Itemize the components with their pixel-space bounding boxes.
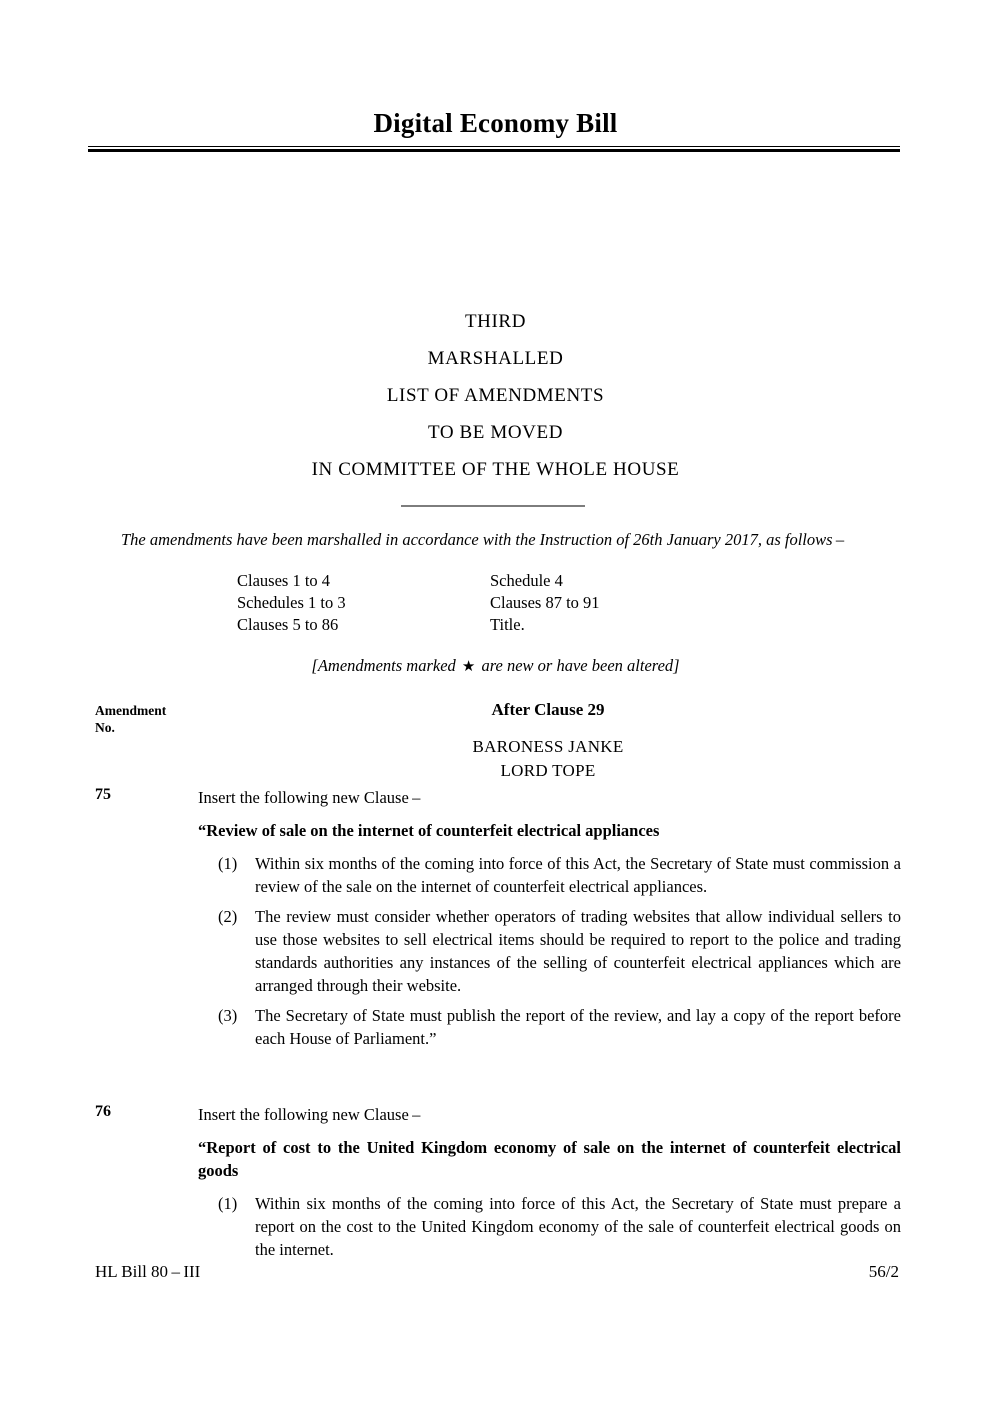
instruction-paragraph: The amendments have been marshalled in accordance with the Instruction of 26th January 2017, as follows – [121,530,845,549]
sponsor-list [198,735,898,783]
subsection-text: The review must consider whether operators of trading websites that allow individual sellers to use those websites to sell electrical items should be required to report to the police and trading standards authorities any instances of the selling of counterfeit electrical appliances which are arranged through their website. [255,907,901,995]
footer-bill-reference: HL Bill 80 – III [95,1262,201,1281]
heading-line-4: TO BE MOVED [427,422,564,443]
amendment-no-label-line1: Amendment [95,703,167,718]
amendment-no-column-label [95,702,215,736]
amendment-lead-in: Insert the following new Clause – [198,788,421,807]
star-note-prefix: [Amendments marked [311,656,456,675]
clause-column-right [490,570,743,636]
heading-divider-rule [401,505,585,507]
amendment-entry-75 [95,786,901,1057]
amendment-number: 75 [95,786,111,803]
heading-line-5: IN COMMITTEE OF THE WHOLE HOUSE [311,459,680,480]
rule-thin [88,146,900,147]
subsection [198,1004,901,1050]
clause-item: Clauses 1 to 4 [237,571,331,590]
subsection-text: Within six months of the coming into force of this Act, the Secretary of State must commission a review of the sale on the internet of counterfeit electrical appliances. [255,854,901,896]
sponsor-name: BARONESS JANKE [472,737,624,756]
sponsor-name: LORD TOPE [500,761,596,780]
amendment-lead-in: Insert the following new Clause – [198,1105,421,1124]
rule-thick [88,149,900,152]
heading-block [95,303,896,488]
star-icon: ★ [461,659,476,675]
clause-item: Clauses 87 to 91 [490,593,600,612]
heading-line-2: MARSHALLED [427,348,564,369]
subsection-number: (1) [218,1194,238,1213]
amendment-entry-76 [95,1103,901,1268]
subsection-text: The Secretary of State must publish the report of the review, and lay a copy of the report before each House of Parliament.” [255,1006,901,1048]
subsection-number: (2) [218,907,238,926]
amendment-clause-title: “Report of cost to the United Kingdom economy of sale on the internet of counterfeit electrical goods [198,1138,901,1180]
subsection-number: (3) [218,1006,238,1025]
amendment-no-label-line2: No. [95,720,115,735]
section-header: After Clause 29 [491,700,605,719]
subsection [198,1192,901,1261]
clause-columns [237,570,797,636]
heading-line-1: THIRD [464,311,527,332]
title-double-rule [88,146,900,152]
subsection-number: (1) [218,854,238,873]
subsection [198,905,901,997]
amendment-lead-row [95,786,901,810]
amendment-subsections [198,1192,901,1261]
star-note-suffix: are new or have been altered] [481,656,680,675]
clause-column-left [237,570,490,636]
amendment-subsections [198,852,901,1050]
footer-page-number: 56/2 [868,1262,899,1281]
heading-line-3: LIST OF AMENDMENTS [386,385,605,406]
clause-item: Schedules 1 to 3 [237,593,346,612]
amendment-clause-title: “Review of sale on the internet of counterfeit electrical appliances [198,821,660,840]
amendment-number: 76 [95,1103,111,1120]
subsection [198,852,901,898]
page-title: Digital Economy Bill [373,108,618,138]
clause-item: Clauses 5 to 86 [237,615,339,634]
amendment-lead-row [95,1103,901,1127]
subsection-text: Within six months of the coming into force of this Act, the Secretary of State must prepare a report on the cost to the United Kingdom economy of the sale of counterfeit electrical goods on the internet. [255,1194,901,1259]
clause-item: Title. [490,615,525,634]
star-note [95,656,896,676]
clause-item: Schedule 4 [490,571,563,590]
